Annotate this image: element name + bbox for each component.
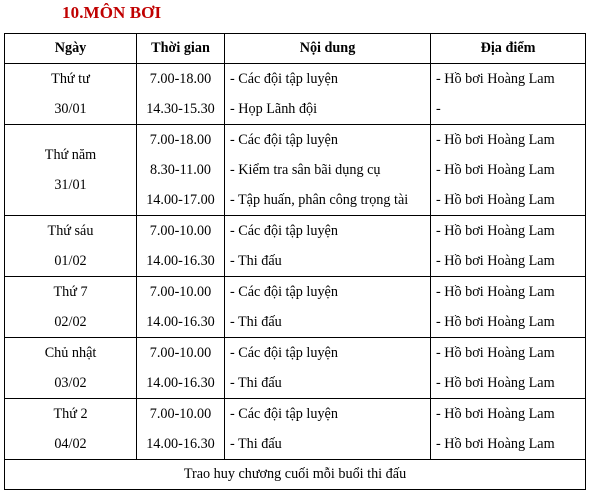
table-row	[5, 277, 586, 338]
place-item: - Hồ bơi Hoàng Lam	[436, 192, 555, 208]
place-cell	[431, 216, 586, 277]
content-item: - Các đội tập luyện	[230, 345, 338, 361]
day-label: Thứ sáu	[47, 223, 94, 239]
place-item: - Hồ bơi Hoàng Lam	[436, 375, 555, 391]
header-day: Ngày	[5, 34, 137, 64]
content-cell	[225, 125, 431, 216]
time-slot: 14.00-17.00	[146, 192, 215, 208]
section-title: 10.MÔN BƠI	[62, 3, 162, 22]
day-label: Thứ 7	[53, 284, 88, 300]
day-cell	[5, 277, 137, 338]
time-slot: 7.00-10.00	[149, 406, 212, 422]
place-item: - Hồ bơi Hoàng Lam	[436, 314, 555, 330]
day-cell	[5, 399, 137, 460]
day-label: Chủ nhật	[44, 345, 97, 361]
content-item: - Thi đấu	[230, 253, 282, 269]
time-slot: 14.00-16.30	[146, 314, 215, 330]
time-cell	[137, 216, 225, 277]
content-item: - Các đội tập luyện	[230, 132, 338, 148]
day-cell	[5, 64, 137, 125]
table-row	[5, 399, 586, 460]
content-item: - Các đội tập luyện	[230, 284, 338, 300]
place-cell	[431, 125, 586, 216]
day-label: Thứ tư	[51, 71, 90, 87]
content-item: - Các đội tập luyện	[230, 223, 338, 239]
header-row	[5, 34, 586, 64]
place-cell	[431, 277, 586, 338]
content-item: - Thi đấu	[230, 436, 282, 452]
place-item: - Hồ bơi Hoàng Lam	[436, 436, 555, 452]
time-slot: 14.00-16.30	[146, 436, 215, 452]
footer-row	[5, 460, 586, 490]
place-cell	[431, 64, 586, 125]
place-item: - Hồ bơi Hoàng Lam	[436, 253, 555, 269]
day-label: 02/02	[54, 314, 87, 330]
day-label: 31/01	[54, 177, 87, 193]
place-item: - Hồ bơi Hoàng Lam	[436, 345, 555, 361]
day-label: Thứ năm	[44, 147, 97, 163]
time-slot: 14.30-15.30	[146, 101, 215, 117]
time-slot: 14.00-16.30	[146, 375, 215, 391]
content-item: - Các đội tập luyện	[230, 71, 338, 87]
day-label: Thứ 2	[53, 406, 88, 422]
place-item: - Hồ bơi Hoàng Lam	[436, 223, 555, 239]
content-item: - Kiểm tra sân bãi dụng cụ	[230, 162, 381, 178]
content-cell	[225, 216, 431, 277]
content-item: - Các đội tập luyện	[230, 406, 338, 422]
table-row	[5, 125, 586, 216]
place-item: - Hồ bơi Hoàng Lam	[436, 162, 555, 178]
schedule-body	[5, 64, 586, 460]
footer-note: Trao huy chương cuối mỗi buổi thi đấu	[5, 460, 586, 490]
time-slot: 7.00-18.00	[149, 132, 212, 148]
schedule-table	[4, 33, 586, 490]
time-cell	[137, 338, 225, 399]
place-item: - Hồ bơi Hoàng Lam	[436, 132, 555, 148]
header-place: Địa điểm	[431, 34, 586, 64]
day-cell	[5, 338, 137, 399]
table-row	[5, 216, 586, 277]
time-slot: 8.30-11.00	[150, 162, 211, 178]
place-item: - Hồ bơi Hoàng Lam	[436, 406, 555, 422]
day-label: 01/02	[54, 253, 87, 269]
place-cell	[431, 399, 586, 460]
table-row	[5, 64, 586, 125]
time-cell	[137, 277, 225, 338]
time-cell	[137, 399, 225, 460]
time-slot: 14.00-16.30	[146, 253, 215, 269]
time-slot: 7.00-10.00	[149, 345, 212, 361]
place-item: - Hồ bơi Hoàng Lam	[436, 284, 555, 300]
day-label: 03/02	[54, 375, 87, 391]
content-cell	[225, 338, 431, 399]
content-item: - Họp Lãnh đội	[230, 101, 318, 117]
content-item: - Tập huấn, phân công trọng tài	[230, 192, 409, 208]
time-cell	[137, 125, 225, 216]
content-cell	[225, 399, 431, 460]
content-cell	[225, 277, 431, 338]
time-cell	[137, 64, 225, 125]
time-slot: 7.00-10.00	[149, 284, 212, 300]
header-time: Thời gian	[137, 34, 225, 64]
time-slot: 7.00-18.00	[149, 71, 212, 87]
content-item: - Thi đấu	[230, 375, 282, 391]
day-label: 30/01	[54, 101, 87, 117]
table-row	[5, 338, 586, 399]
place-item: - Hồ bơi Hoàng Lam	[436, 71, 555, 87]
content-item: - Thi đấu	[230, 314, 282, 330]
place-cell	[431, 338, 586, 399]
day-cell	[5, 216, 137, 277]
time-slot: 7.00-10.00	[149, 223, 212, 239]
header-content: Nội dung	[225, 34, 431, 64]
content-cell	[225, 64, 431, 125]
day-label: 04/02	[54, 436, 87, 452]
day-cell	[5, 125, 137, 216]
place-item: -	[436, 101, 441, 117]
